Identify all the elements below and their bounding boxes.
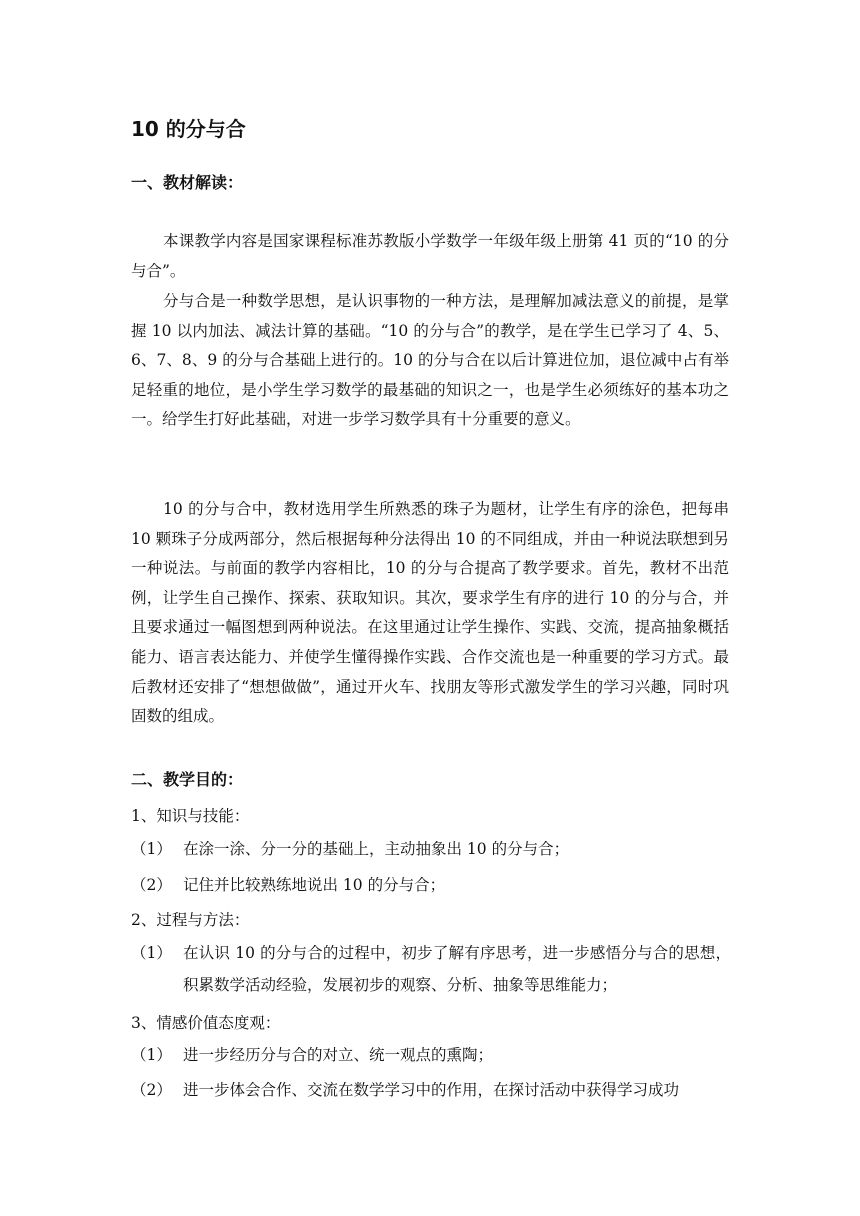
goal-item-number: （1） [131,944,172,962]
goal-item-text: 进一步体会合作、交流在数学学习中的作用，在探讨活动中获得学习成功 [183,1081,680,1099]
goal-item-number: （1） [131,1046,172,1064]
paragraph-textbook-design: 10 的分与合中，教材选用学生所熟悉的珠子为题材，让学生有序的涂色，把每串 10 颗珠子分成两部分，然后根据每种分法得出 10 的不同组成，并由一种说法联想到另一种说法。与前面的教学内容相比，10 的分与合提高了教学要求。首先，教材不出范例，让学生自己操作、探索、获取知识。其次，要求学生有序的进行 10 的分与合，并且要求通过一幅图想到两种说法。在这里通过让学生操作、实践、交流，提高抽象概括能力、语言表达能力、并使学生懂得操作实践、合作交流也是一种重要的学习方式。最后教材还安排了“想想做做”，通过开火车、找朋友等形式激发学生的学习兴趣，同时巩固数的组成。 [131,500,729,726]
goal-item-number: （2） [131,1081,172,1099]
goal-item [131,1039,731,1071]
goal-item-number: （1） [131,840,172,858]
goal-item-number: （2） [131,876,172,894]
goal-item-text: 进一步经历分与合的对立、统一观点的熏陶； [183,1046,494,1064]
goal-group-attitude-label: 3、情感价值态度观： [131,1014,281,1032]
section-heading-teaching-goals: 二、教学目的： [131,770,244,789]
goal-group-knowledge-label: 1、知识与技能： [131,807,250,825]
goal-item [131,833,731,865]
goal-item-text: 在涂一涂、分一分的基础上，主动抽象出 10 的分与合； [183,840,570,858]
goal-group-process-label: 2、过程与方法： [131,911,250,929]
paragraph-concept: 分与合是一种数学思想，是认识事物的一种方法，是理解加减法意义的前提，是掌握 10 以内加法、减法计算的基础。“10 的分与合”的教学，是在学生已学习了 4、5、6、7、8、9 的分与合基础上进行的。10 的分与合在以后计算进位加，退位减中占有举足轻重的地位，是小学生学习数学的最基础的知识之一，也是学生必须练好的基本功之一。给学生打好此基础，对进一步学习数学具有十分重要的意义。 [131,292,729,429]
page-title: 10 的分与合 [131,117,246,141]
goal-item-text: 在认识 10 的分与合的过程中，初步了解有序思考，进一步感悟分与合的思想，积累数学活动经验，发展初步的观察、分析、抽象等思维能力； [183,944,731,994]
goal-item [131,937,731,1001]
goal-item [131,869,731,901]
goal-item [131,1074,731,1106]
paragraph-intro: 本课教学内容是国家课程标准苏教版小学数学一年级年级上册第 41 页的“10 的分与合”。 [131,232,729,280]
section-heading-textbook-analysis: 一、教材解读： [131,173,244,192]
goal-item-text: 记住并比较熟练地说出 10 的分与合； [183,876,446,894]
